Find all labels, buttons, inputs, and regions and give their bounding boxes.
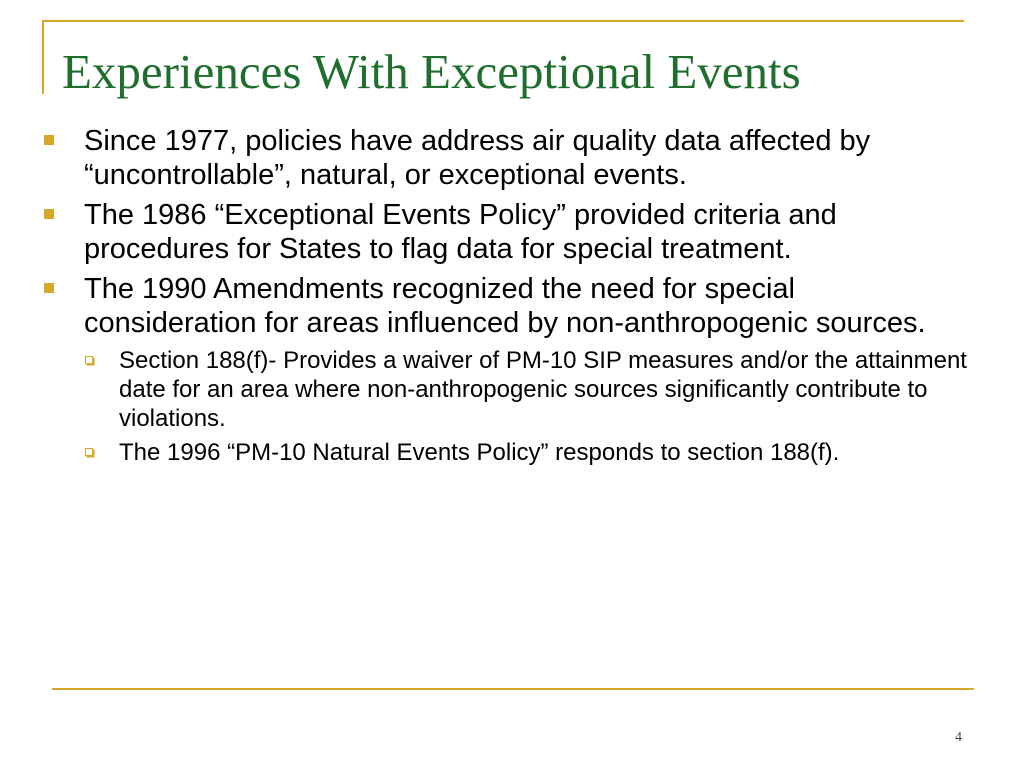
sub-bullet-list — [84, 346, 974, 467]
bullet-text: The 1990 Amendments recognized the need for special consideration for areas influenced by non-anthropogenic sources. — [84, 273, 926, 339]
bottom-border-line — [52, 688, 974, 690]
sub-bullet-text: The 1996 “PM-10 Natural Events Policy” responds to section 188(f). — [119, 439, 840, 466]
square-bullet-icon — [44, 135, 54, 145]
page-number: 4 — [955, 730, 962, 745]
bullet-text: Since 1977, policies have address air quality data affected by “uncontrollable”, natural, or exceptional events. — [84, 125, 871, 191]
bullet-item — [44, 272, 974, 467]
sub-bullet-item — [84, 438, 974, 467]
square-bullet-icon — [44, 283, 54, 293]
hollow-square-bullet-icon — [85, 448, 93, 456]
bullet-item — [44, 198, 974, 266]
slide-content — [44, 124, 974, 473]
sub-bullet-text: Section 188(f)- Provides a waiver of PM-10 SIP measures and/or the attainment date for an area where non-anthropogenic sources significantly contribute to violations. — [119, 347, 967, 432]
sub-bullet-item — [84, 346, 974, 433]
bullet-text: The 1986 “Exceptional Events Policy” provided criteria and procedures for States to flag data for special treatment. — [84, 199, 837, 265]
square-bullet-icon — [44, 209, 54, 219]
bullet-item — [44, 124, 974, 192]
slide-title: Experiences With Exceptional Events — [62, 44, 801, 99]
bullet-list — [44, 124, 974, 467]
hollow-square-bullet-icon — [85, 356, 93, 364]
left-border-line — [42, 20, 44, 94]
top-border-line — [42, 20, 964, 22]
